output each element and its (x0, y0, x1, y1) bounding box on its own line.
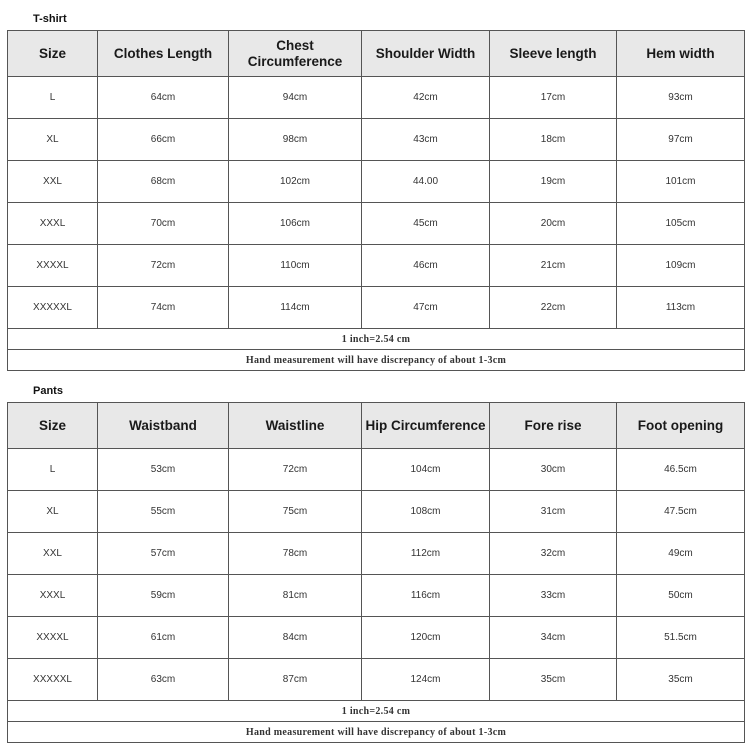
table-cell: XXXXXL (8, 287, 98, 329)
table-cell: 94cm (229, 77, 362, 119)
table-cell: XXXL (8, 203, 98, 245)
table-cell: XXXXL (8, 617, 98, 659)
column-header: Size (8, 31, 98, 77)
table-cell: 64cm (98, 77, 229, 119)
table-cell: 104cm (362, 449, 490, 491)
table-cell: 84cm (229, 617, 362, 659)
table-cell: 46cm (362, 245, 490, 287)
table-cell: 59cm (98, 575, 229, 617)
pants-header-row (8, 403, 745, 449)
tshirt-section-title: T-shirt (33, 13, 67, 25)
table-row (8, 449, 745, 491)
table-cell: 33cm (490, 575, 617, 617)
table-cell: 55cm (98, 491, 229, 533)
table-cell: 22cm (490, 287, 617, 329)
column-header: Hip Circumference (362, 403, 490, 449)
column-header: Waistband (98, 403, 229, 449)
inch-conversion-row (8, 329, 745, 350)
column-header: Sleeve length (490, 31, 617, 77)
table-cell: 49cm (617, 533, 745, 575)
table-cell: 63cm (98, 659, 229, 701)
table-cell: XXXXL (8, 245, 98, 287)
table-cell: 46.5cm (617, 449, 745, 491)
table-cell: 17cm (490, 77, 617, 119)
table-cell: 20cm (490, 203, 617, 245)
table-cell: 57cm (98, 533, 229, 575)
table-cell: 108cm (362, 491, 490, 533)
table-cell: XXL (8, 533, 98, 575)
table-row (8, 245, 745, 287)
column-header: Foot opening (617, 403, 745, 449)
table-cell: XL (8, 491, 98, 533)
table-cell: 98cm (229, 119, 362, 161)
table-cell: 45cm (362, 203, 490, 245)
table-cell: XXL (8, 161, 98, 203)
table-cell: 35cm (617, 659, 745, 701)
tshirt-size-table (7, 30, 745, 371)
column-header: Hem width (617, 31, 745, 77)
table-row (8, 491, 745, 533)
table-cell: 105cm (617, 203, 745, 245)
table-cell: 112cm (362, 533, 490, 575)
table-cell: 53cm (98, 449, 229, 491)
table-cell: 75cm (229, 491, 362, 533)
table-row (8, 287, 745, 329)
measurement-note-row (8, 350, 745, 371)
table-row (8, 119, 745, 161)
table-cell: 44.00 (362, 161, 490, 203)
tshirt-header-row (8, 31, 745, 77)
table-cell: 124cm (362, 659, 490, 701)
table-cell: XXXXXL (8, 659, 98, 701)
table-cell: 61cm (98, 617, 229, 659)
table-cell: 50cm (617, 575, 745, 617)
measurement-note-row (8, 722, 745, 743)
inch-conversion-row (8, 701, 745, 722)
table-cell: 68cm (98, 161, 229, 203)
table-cell: 30cm (490, 449, 617, 491)
table-cell: L (8, 449, 98, 491)
table-cell: 81cm (229, 575, 362, 617)
table-row (8, 617, 745, 659)
table-cell: 70cm (98, 203, 229, 245)
table-cell: L (8, 77, 98, 119)
table-cell: 51.5cm (617, 617, 745, 659)
measurement-discrepancy-note: Hand measurement will have discrepancy of about 1-3cm (8, 350, 745, 371)
column-header: Chest Circumference (229, 31, 362, 77)
table-cell: 47cm (362, 287, 490, 329)
table-row (8, 161, 745, 203)
table-cell: 97cm (617, 119, 745, 161)
table-cell: 32cm (490, 533, 617, 575)
measurement-discrepancy-note: Hand measurement will have discrepancy of about 1-3cm (8, 722, 745, 743)
table-cell: 72cm (229, 449, 362, 491)
table-row (8, 575, 745, 617)
table-cell: 109cm (617, 245, 745, 287)
inch-conversion-note: 1 inch=2.54 cm (8, 701, 745, 722)
table-row (8, 203, 745, 245)
column-header: Waistline (229, 403, 362, 449)
table-cell: 74cm (98, 287, 229, 329)
table-cell: 31cm (490, 491, 617, 533)
table-cell: 35cm (490, 659, 617, 701)
table-cell: 87cm (229, 659, 362, 701)
table-cell: 42cm (362, 77, 490, 119)
table-cell: 106cm (229, 203, 362, 245)
table-cell: 21cm (490, 245, 617, 287)
table-cell: XXXL (8, 575, 98, 617)
table-cell: 101cm (617, 161, 745, 203)
pants-section-title: Pants (33, 385, 63, 397)
table-cell: 18cm (490, 119, 617, 161)
column-header: Fore rise (490, 403, 617, 449)
column-header: Size (8, 403, 98, 449)
table-cell: 110cm (229, 245, 362, 287)
table-cell: 43cm (362, 119, 490, 161)
table-cell: 102cm (229, 161, 362, 203)
table-row (8, 533, 745, 575)
table-cell: 72cm (98, 245, 229, 287)
table-cell: 120cm (362, 617, 490, 659)
table-row (8, 659, 745, 701)
table-cell: XL (8, 119, 98, 161)
column-header: Shoulder Width (362, 31, 490, 77)
table-cell: 116cm (362, 575, 490, 617)
column-header: Clothes Length (98, 31, 229, 77)
table-cell: 114cm (229, 287, 362, 329)
table-cell: 19cm (490, 161, 617, 203)
table-cell: 34cm (490, 617, 617, 659)
table-cell: 47.5cm (617, 491, 745, 533)
table-cell: 93cm (617, 77, 745, 119)
table-cell: 78cm (229, 533, 362, 575)
table-cell: 66cm (98, 119, 229, 161)
pants-size-table (7, 402, 745, 743)
table-cell: 113cm (617, 287, 745, 329)
inch-conversion-note: 1 inch=2.54 cm (8, 329, 745, 350)
table-row (8, 77, 745, 119)
